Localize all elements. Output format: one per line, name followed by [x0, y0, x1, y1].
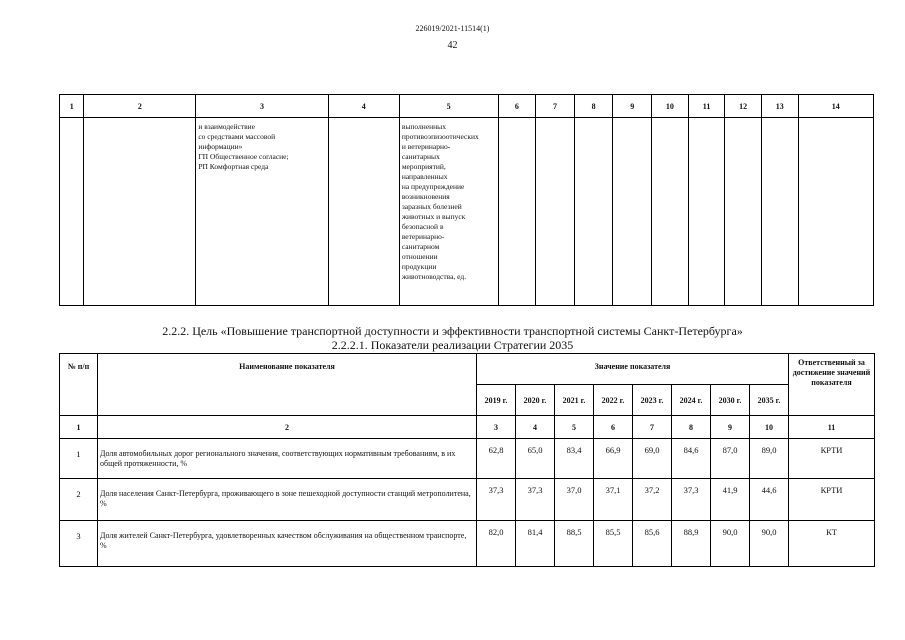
- responsible-cell: КТ: [789, 521, 875, 567]
- value-cell: 69,0: [633, 439, 672, 479]
- row-number: 1: [60, 439, 98, 479]
- year-header: 2020 г.: [516, 385, 555, 416]
- value-cell: 44,6: [750, 479, 789, 521]
- responsible-cell: КРТИ: [789, 479, 875, 521]
- cell: [761, 118, 798, 306]
- value-cell: 90,0: [750, 521, 789, 567]
- column-number-row: [60, 416, 875, 439]
- column-number: 1: [60, 95, 84, 118]
- value-cell: 37,3: [672, 479, 711, 521]
- value-cell: 85,6: [633, 521, 672, 567]
- value-cell: 84,6: [672, 439, 711, 479]
- header-row: [60, 354, 875, 385]
- year-header: 2030 г.: [711, 385, 750, 416]
- header-responsible: Ответственный за достижение значений показателя: [789, 354, 875, 416]
- column-number: 6: [594, 416, 633, 439]
- column-number: 2: [84, 95, 196, 118]
- column-number: 7: [633, 416, 672, 439]
- column-number: 2: [98, 416, 477, 439]
- value-cell: 37,0: [555, 479, 594, 521]
- indicator-name: Доля жителей Санкт-Петербурга, удовлетворенных качеством обслуживания на общественном транспорте, %: [98, 521, 477, 567]
- value-cell: 37,2: [633, 479, 672, 521]
- section-subtitle: 2.2.2.1. Показатели реализации Стратегии 2035: [331, 338, 574, 352]
- column-number: 3: [477, 416, 516, 439]
- section-title: 2.2.2. Цель «Повышение транспортной доступности и эффективности транспортной системы Санкт-Петербурга»: [162, 324, 743, 338]
- cell: [613, 118, 652, 306]
- column-number: 7: [536, 95, 575, 118]
- value-cell: 90,0: [711, 521, 750, 567]
- cell-col5-text: выполненных противоэпизоотических и ветеринарно- санитарных мероприятий, направленных на предупреждение возникновения заразных болезней животных и выпуск безопасной в ветеринарно- санитарном отношении продукции животноводства, ед.: [399, 118, 498, 306]
- column-number: 4: [328, 95, 399, 118]
- value-cell: 87,0: [711, 439, 750, 479]
- value-cell: 85,5: [594, 521, 633, 567]
- year-header: 2021 г.: [555, 385, 594, 416]
- responsible-cell: КРТИ: [789, 439, 875, 479]
- value-cell: 83,4: [555, 439, 594, 479]
- value-cell: 37,3: [516, 479, 555, 521]
- document-id: 226019/2021-11514(1): [415, 24, 490, 33]
- indicators-table: [59, 353, 875, 567]
- value-cell: 81,4: [516, 521, 555, 567]
- value-cell: 88,9: [672, 521, 711, 567]
- column-number: 3: [196, 95, 328, 118]
- cell: [688, 118, 725, 306]
- table-row: [60, 439, 875, 479]
- value-cell: 66,9: [594, 439, 633, 479]
- cell: [328, 118, 399, 306]
- table-row: [60, 521, 875, 567]
- column-number: 11: [789, 416, 875, 439]
- cell: [798, 118, 873, 306]
- column-number: 13: [761, 95, 798, 118]
- column-number: 6: [498, 95, 536, 118]
- column-number: 12: [725, 95, 762, 118]
- cell: [498, 118, 536, 306]
- value-cell: 65,0: [516, 439, 555, 479]
- cell: [536, 118, 575, 306]
- cell: [725, 118, 762, 306]
- column-number: 8: [672, 416, 711, 439]
- cell: [60, 118, 84, 306]
- row-number: 3: [60, 521, 98, 567]
- value-cell: 88,5: [555, 521, 594, 567]
- column-number: 9: [613, 95, 652, 118]
- value-cell: 37,3: [477, 479, 516, 521]
- column-number: 8: [574, 95, 613, 118]
- cell: [574, 118, 613, 306]
- column-number: 1: [60, 416, 98, 439]
- year-header: 2023 г.: [633, 385, 672, 416]
- column-number: 14: [798, 95, 873, 118]
- cell: [652, 118, 689, 306]
- value-cell: 89,0: [750, 439, 789, 479]
- value-cell: 37,1: [594, 479, 633, 521]
- column-number: 11: [688, 95, 725, 118]
- column-number: 9: [711, 416, 750, 439]
- year-header: 2022 г.: [594, 385, 633, 416]
- header-name: Наименование показателя: [98, 354, 477, 416]
- value-cell: 82,0: [477, 521, 516, 567]
- column-number: 10: [750, 416, 789, 439]
- indicator-name: Доля населения Санкт-Петербурга, проживающего в зоне пешеходной доступности станций метрополитена, %: [98, 479, 477, 521]
- table-row: [60, 118, 874, 306]
- header-num: № п/п: [60, 354, 98, 416]
- header-value-group: Значение показателя: [477, 354, 789, 385]
- value-cell: 62,8: [477, 439, 516, 479]
- row-number: 2: [60, 479, 98, 521]
- indicator-name: Доля автомобильных дорог регионального значения, соответствующих нормативным требованиям, в их общей протяженности, %: [98, 439, 477, 479]
- column-number: 4: [516, 416, 555, 439]
- cell-col3-text: и взаимодействие со средствами массовой информации» ГП Общественное согласие; РП Комфортная среда: [196, 118, 328, 306]
- table-row: [60, 479, 875, 521]
- column-number: 10: [652, 95, 689, 118]
- year-header: 2024 г.: [672, 385, 711, 416]
- continuation-table: [59, 94, 874, 306]
- column-number-row: [60, 95, 874, 118]
- year-header: 2035 г.: [750, 385, 789, 416]
- column-number: 5: [399, 95, 498, 118]
- column-number: 5: [555, 416, 594, 439]
- page-number: 42: [447, 40, 458, 51]
- value-cell: 41,9: [711, 479, 750, 521]
- cell: [84, 118, 196, 306]
- year-header: 2019 г.: [477, 385, 516, 416]
